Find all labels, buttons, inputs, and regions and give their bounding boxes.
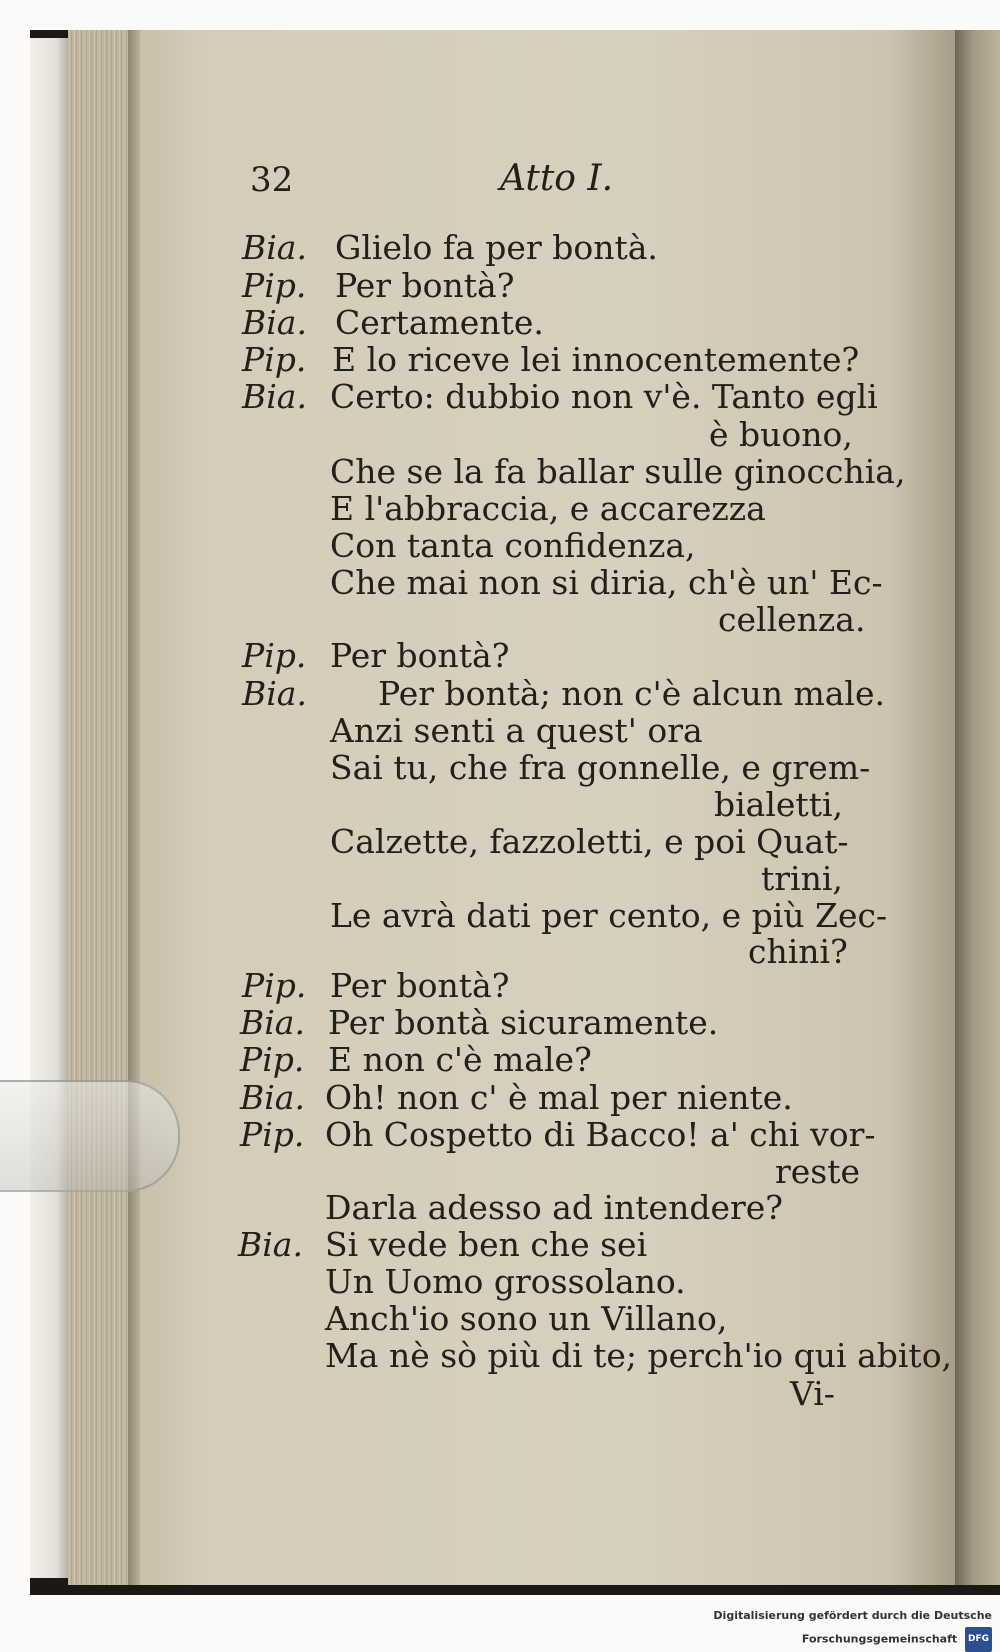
speaker-label: Pip. — [240, 1115, 305, 1154]
dialogue-line: E non c'è male? — [328, 1040, 592, 1079]
dialogue-line: E lo riceve lei innocentemente? — [332, 340, 860, 379]
dialogue-line: Per bontà sicuramente. — [328, 1003, 719, 1042]
dialogue-line: trini, — [761, 859, 843, 898]
dialogue-line: è buono, — [709, 415, 853, 454]
dialogue-line: Che mai non si diria, ch'è un' Ec- — [330, 563, 883, 602]
dialogue-line: Che se la fa ballar sulle ginocchia, — [330, 452, 906, 491]
dialogue-line: bialetti, — [714, 785, 844, 824]
speaker-label: Bia. — [242, 377, 307, 416]
dialogue-line: Anzi senti a quest' ora — [330, 711, 703, 750]
speaker-label: Pip. — [242, 266, 307, 305]
dialogue-line: Le avrà dati per cento, e più Zec- — [330, 896, 888, 935]
dialogue-line: Un Uomo grossolano. — [325, 1262, 686, 1301]
dialogue-line: cellenza. — [718, 600, 866, 639]
credit-text: Digitalisierung gefördert durch die Deutsche Forschungsgemeinschaft — [713, 1609, 992, 1646]
dialogue-line: Anch'io sono un Villano, — [325, 1299, 728, 1338]
dialogue-line: Glielo fa per bontà. — [335, 228, 658, 267]
digitization-credit — [600, 1604, 1000, 1646]
dialogue-line: Per bontà? — [330, 966, 510, 1005]
running-title: Atto I. — [500, 158, 614, 199]
dialogue-line: Certo: dubbio non v'è. Tanto egli — [330, 377, 878, 416]
speaker-label: Bia. — [242, 228, 307, 267]
speaker-label: Bia. — [242, 674, 307, 713]
speaker-label: Pip. — [242, 966, 307, 1005]
dialogue-line: Sai tu, che fra gonnelle, e grem- — [330, 748, 871, 787]
dialogue-line: Si vede ben che sei — [325, 1225, 648, 1264]
speaker-label: Pip. — [240, 1040, 305, 1079]
dialogue-line: reste — [775, 1152, 861, 1191]
speaker-label: Pip. — [242, 636, 307, 675]
dialogue-line: Certamente. — [335, 303, 544, 342]
speaker-label: Bia. — [238, 1225, 303, 1264]
dialogue-line: Oh Cospetto di Bacco! a' chi vor- — [325, 1115, 876, 1154]
dialogue-line: Calzette, fazzoletti, e poi Quat- — [330, 822, 849, 861]
dialogue-line: Per bontà? — [330, 636, 510, 675]
speaker-label: Bia. — [242, 303, 307, 342]
speaker-label: Bia. — [240, 1078, 305, 1117]
speaker-label: Pip. — [242, 340, 307, 379]
dialogue-line: Oh! non c' è mal per niente. — [325, 1078, 793, 1117]
dfg-logo: DFG — [965, 1627, 992, 1652]
speaker-label: Bia. — [240, 1003, 305, 1042]
dialogue-line: chini? — [748, 932, 848, 971]
dialogue-line: Con tanta confidenza, — [330, 526, 696, 565]
page-number: 32 — [250, 160, 294, 200]
dialogue-line: Per bontà; non c'è alcun male. — [378, 674, 885, 713]
catchword: Vi- — [790, 1374, 835, 1413]
dialogue-line: Ma nè sò più di te; perch'io qui abito, — [325, 1336, 953, 1375]
dialogue-line: Per bontà? — [335, 266, 515, 305]
dialogue-line: Darla adesso ad intendere? — [325, 1188, 783, 1227]
dialogue-line: E l'abbraccia, e accarezza — [330, 489, 766, 528]
